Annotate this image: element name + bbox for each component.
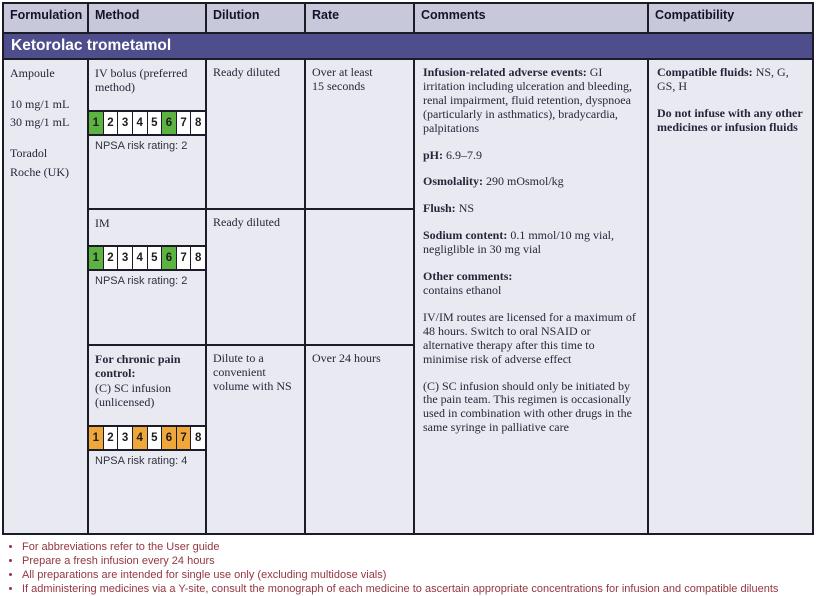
- comment-label: Other comments:: [423, 269, 513, 284]
- column-header-comments: Comments: [415, 4, 649, 32]
- column-header-compatibility: Compatibility: [655, 8, 735, 22]
- npsa-risk-scale: [89, 425, 205, 451]
- method-row-iv-bolus: [89, 60, 205, 210]
- monograph-table: [2, 2, 814, 535]
- npsa-cell: 2: [104, 112, 119, 134]
- comment-ph: pH: 6.9–7.9: [423, 147, 483, 162]
- dilution-cell: Dilute to a convenient volume with NS: [213, 351, 292, 393]
- comment-osmolality: Osmolality: 290 mOsmol/kg: [423, 174, 564, 189]
- comment-adverse-events: Infusion-related adverse events: GI irritation including ulceration and bleeding, renal impairment, fluid retention, dyspnoea (particularly in asthmatics), bradycardia, palpitations: [423, 65, 632, 135]
- rate-cell: [306, 346, 413, 533]
- comment-label: Infusion-related adverse events:: [423, 65, 587, 79]
- compatible-fluids: Compatible fluids: NS, G, GS, H: [657, 65, 789, 93]
- method-label-line2: (C) SC infusion: [95, 380, 172, 395]
- npsa-cell: 4: [133, 427, 148, 449]
- compatible-fluids-label: Compatible fluids:: [657, 65, 753, 79]
- comment-licensing-note: IV/IM routes are licensed for a maximum of 48 hours. Switch to oral NSAID or alternative therapy after this time to minimise risk of adverse effect: [423, 309, 636, 366]
- npsa-cell: 6: [162, 247, 177, 269]
- comment-label: Osmolality:: [423, 174, 483, 189]
- column-header-rate: Rate: [306, 4, 415, 32]
- method-label: IV bolus (preferred method): [95, 66, 188, 95]
- npsa-cell: 3: [118, 112, 133, 134]
- method-label-line3: (unlicensed): [95, 395, 155, 410]
- comment-label: pH:: [423, 147, 444, 162]
- comment-flush: Flush: NS: [423, 201, 475, 216]
- npsa-risk-rating-label: NPSA risk rating: 2: [95, 275, 188, 288]
- compatibility-cell: [649, 60, 812, 533]
- formulation-strength-1: 10 mg/1 mL: [10, 97, 70, 112]
- rate-line2: 15 seconds: [312, 78, 365, 93]
- rate-line1: Over 24 hours: [312, 351, 381, 365]
- table-body: [4, 60, 812, 533]
- npsa-cell: 5: [148, 427, 163, 449]
- column-header-dilution: Dilution: [207, 4, 306, 32]
- formulation-manufacturer: Roche (UK): [10, 164, 69, 179]
- rate-line1: Over at least: [312, 65, 373, 79]
- rate-cell-empty: [306, 210, 413, 346]
- rate-column: [306, 60, 415, 533]
- compatibility-warning: Do not infuse with any other medicines or infusion fluids: [657, 105, 803, 134]
- npsa-cell: 1: [89, 112, 104, 134]
- npsa-risk-rating-label: NPSA risk rating: 2: [95, 139, 188, 152]
- formulation-cell: [4, 60, 89, 533]
- npsa-risk-scale: [89, 110, 205, 136]
- drug-title-bar: [4, 34, 812, 60]
- comment-other: Other comments: contains ethanol: [423, 269, 513, 297]
- footnote-item: • Prepare a fresh infusion every 24 hours: [22, 554, 810, 568]
- npsa-cell: 4: [133, 112, 148, 134]
- npsa-cell: 7: [177, 427, 192, 449]
- npsa-cell: 8: [194, 252, 202, 265]
- formulation-strength-2: 30 mg/1 mL: [10, 115, 70, 130]
- formulation-form: Ampoule: [10, 66, 55, 80]
- footnote-item: • If administering medicines via a Y-site, consult the monograph of each medicine to ascertain appropriate concentrations for infusion and compatible diluents: [22, 582, 810, 596]
- comment-label: Flush:: [423, 201, 456, 216]
- npsa-cell: 6: [162, 112, 177, 134]
- dilution-column: [207, 60, 306, 533]
- npsa-risk-scale: [89, 245, 205, 271]
- table-header-row: [4, 4, 812, 34]
- npsa-cell: 2: [104, 427, 119, 449]
- column-header-formulation: Formulation: [4, 4, 89, 32]
- npsa-cell: 6: [162, 427, 177, 449]
- comment-sc-note: (C) SC infusion should only be initiated by the pain team. This regimen is occasionally used in combination with other drugs in the same syringe in palliative care: [423, 378, 632, 435]
- comment-label: Sodium content:: [423, 228, 508, 243]
- column-header-method: Method: [89, 4, 207, 32]
- npsa-cell: 5: [148, 112, 163, 134]
- footnote-item: • All preparations are intended for single use only (excluding multidose vials): [22, 568, 810, 582]
- method-row-sc-infusion: [89, 346, 205, 533]
- dilution-cell: Ready diluted: [207, 60, 304, 210]
- method-column: [89, 60, 207, 533]
- npsa-cell: 7: [177, 247, 192, 269]
- footnotes-list: [6, 540, 810, 596]
- npsa-cell: 2: [104, 247, 119, 269]
- npsa-cell: 1: [89, 247, 104, 269]
- npsa-cell: 3: [118, 427, 133, 449]
- npsa-cell: 8: [194, 431, 202, 444]
- npsa-cell: 3: [118, 247, 133, 269]
- npsa-cell: 1: [89, 427, 104, 449]
- npsa-cell: 8: [194, 116, 202, 129]
- npsa-cell: 7: [177, 112, 192, 134]
- npsa-cell: 5: [148, 247, 163, 269]
- rate-cell: [306, 60, 413, 210]
- comments-cell: [415, 60, 649, 533]
- method-row-im: [89, 210, 205, 346]
- npsa-cell: 4: [133, 247, 148, 269]
- dilution-cell: Ready diluted: [207, 210, 304, 346]
- method-label: IM: [95, 216, 110, 230]
- comment-sodium-content: Sodium content: 0.1 mmol/10 mg vial, negliglible in 30 mg vial: [423, 228, 615, 257]
- footnote-item: • For abbreviations refer to the User guide: [22, 540, 810, 554]
- npsa-risk-rating-label: NPSA risk rating: 4: [95, 454, 188, 467]
- method-label-bold: For chronic pain control:: [95, 352, 181, 381]
- formulation-brand: Toradol: [10, 146, 48, 161]
- drug-title: Ketorolac trometamol: [11, 37, 172, 54]
